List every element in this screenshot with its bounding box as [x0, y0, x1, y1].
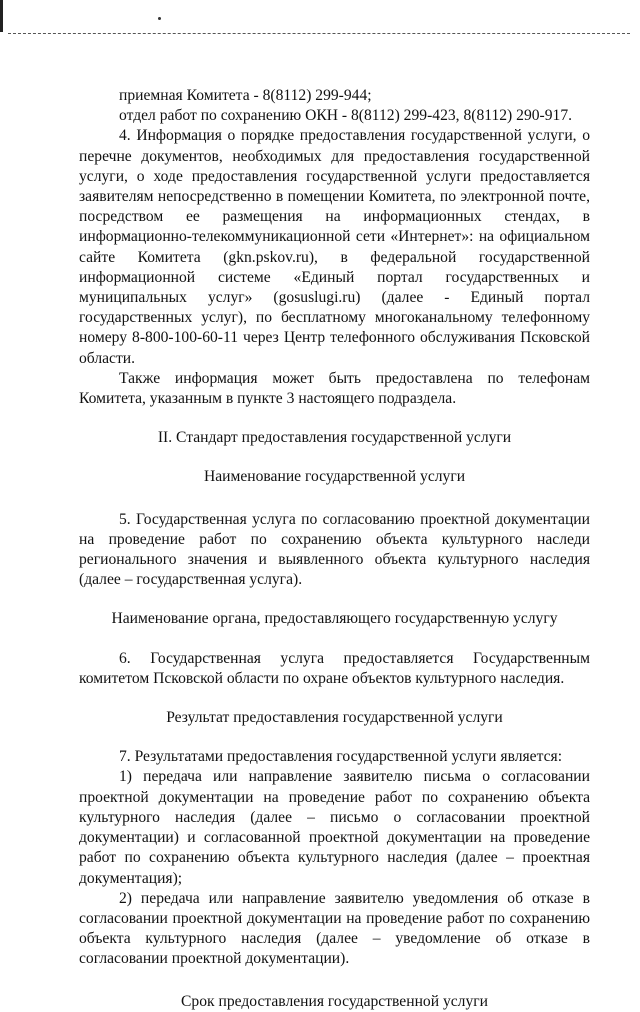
- scan-dot: [158, 17, 161, 20]
- paragraph-item-5: 5. Государственная услуга по согласованию проектной документации на проведение работ по сохранению объекта культурного наследи регионального значения и выявленного объекта культурного наследия (далее – государственная услуга).: [79, 510, 590, 589]
- term-heading: Срок предоставления государственной услуги: [181, 992, 488, 1010]
- paragraph-item-4: 4. Информация о порядке предоставления государственной услуги, о перечне документов, необходимых для предоставления государственной услуги, о ходе предоставления государственной услуги предоставляется заявителям непосредственно в помещении Комитета, по электронной почте, посредством ее размещения на информационных стендах, в информационно-телекоммуникационной сети «Интернет»: на официальном сайте Комитета (gkn.pskov.ru), в федеральной государственной информационной системе «Единый портал государственных и муниципальных услуг» (gosuslugi.ru) (далее - Единый портал государственных услуг), по бесплатному многоканальному телефонному номеру 8-800-100-60-11 через Центр телефонного обслуживания Псковской области.: [79, 127, 590, 367]
- organ-name-heading: Наименование органа, предоставляющего государственную услугу: [111, 610, 558, 628]
- result-heading: Результат предоставления государственной услуги: [166, 709, 503, 727]
- scan-top-line: [8, 33, 630, 34]
- paragraph-info-phones: Также информация может быть предоставлена по телефонам Комитета, указанным в пункте 3 настоящего подраздела.: [79, 369, 590, 408]
- service-name-heading: Наименование государственной услуги: [203, 468, 466, 486]
- paragraph-item-7-intro: 7. Результатами предоставления государственной услуги является:: [119, 748, 563, 766]
- scan-edge: [0, 0, 3, 32]
- section-2-title: II. Стандарт предоставления государственной услуги: [157, 429, 512, 447]
- paragraph-item-6: 6. Государственная услуга предоставляется Государственным комитетом Псковской области по охране объектов культурного наследия.: [79, 649, 590, 687]
- reception-phone-line: приемная Комитета - 8(8112) 299-944;: [119, 87, 372, 104]
- okn-phone-line: отдел работ по сохранению ОКН - 8(8112) 299-423, 8(8112) 290-917.: [119, 107, 573, 125]
- document-page: [79, 86, 590, 1012]
- paragraph-item-7-sub-1: 1) передача или направление заявителю письма о согласовании проектной документации на проведение работ по сохранению объекта культурного наследия (далее – письмо о согласовании проектной документации) и согласованной проектной документации на проведение работ по сохранению объекта культурного наследия (далее – проектная документация);: [79, 768, 590, 887]
- paragraph-item-7-sub-2: 2) передача или направление заявителю уведомления об отказе в согласовании проектной документации на проведение работ по сохранению объекта культурного наследия (далее – уведомление об отказе в согласовании проектной документации).: [79, 889, 590, 968]
